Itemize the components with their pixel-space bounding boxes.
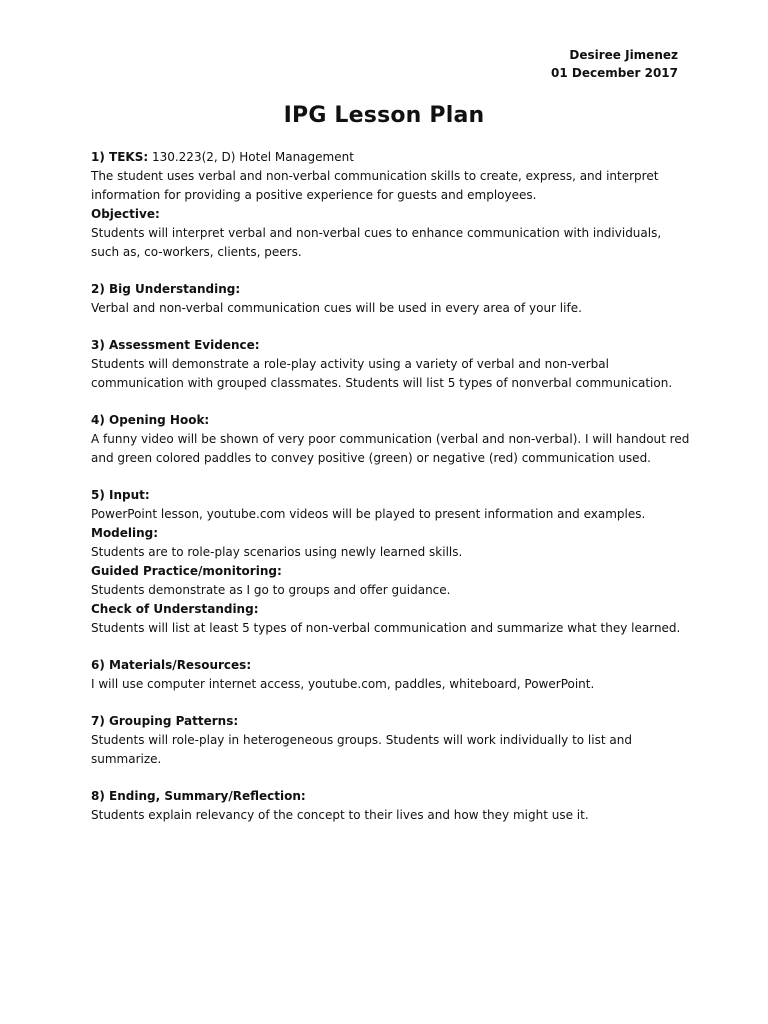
big-understanding-text: Verbal and non-verbal communication cues will be used in every area of your life. [91,301,582,315]
materials-text: I will use computer internet access, youtube.com, paddles, whiteboard, PowerPoint. [91,677,595,691]
opening-hook-heading: 4) Opening Hook: [91,413,210,427]
lesson-plan-content [91,148,691,843]
page-title: IPG Lesson Plan [283,103,485,128]
section-materials [91,656,691,694]
teks-code: 130.223(2, D) Hotel Management [148,150,354,164]
document-date: 01 December 2017 [551,66,678,80]
materials-heading: 6) Materials/Resources: [91,658,252,672]
section-input [91,486,691,638]
modeling-heading: Modeling: [91,526,159,540]
objective-heading: Objective: [91,207,160,221]
objective-text: Students will interpret verbal and non-verbal cues to enhance communication with individuals, such as, co-workers, clients, peers. [91,226,662,259]
teks-heading: 1) TEKS: [91,150,149,164]
guided-practice-text: Students demonstrate as I go to groups and offer guidance. [91,583,451,597]
teks-description: The student uses verbal and non-verbal communication skills to create, express, and interpret information for providing a positive experience for guests and employees. [91,169,659,202]
grouping-heading: 7) Grouping Patterns: [91,714,239,728]
check-understanding-heading: Check of Understanding: [91,602,259,616]
assessment-evidence-text: Students will demonstrate a role-play activity using a variety of verbal and non-verbal communication with grouped classmates. Students will list 5 types of nonverbal communication. [91,357,673,390]
teks-heading-line [91,148,691,167]
section-big-understanding [91,280,691,318]
section-opening-hook [91,411,691,468]
guided-practice-heading: Guided Practice/monitoring: [91,564,282,578]
ending-heading: 8) Ending, Summary/Reflection: [91,789,306,803]
check-understanding-text: Students will list at least 5 types of non-verbal communication and summarize what they learned. [91,621,681,635]
section-teks [91,148,691,262]
document-header [551,46,678,82]
author-name: Desiree Jimenez [569,48,678,62]
grouping-text: Students will role-play in heterogeneous groups. Students will work individually to list and summarize. [91,733,632,766]
section-grouping [91,712,691,769]
opening-hook-text: A funny video will be shown of very poor communication (verbal and non-verbal). I will handout red and green colored paddles to convey positive (green) or negative (red) communication used. [91,432,690,465]
big-understanding-heading: 2) Big Understanding: [91,282,241,296]
section-assessment-evidence [91,336,691,393]
ending-text: Students explain relevancy of the concept to their lives and how they might use it. [91,808,589,822]
modeling-text: Students are to role-play scenarios using newly learned skills. [91,545,463,559]
input-text: PowerPoint lesson, youtube.com videos will be played to present information and examples. [91,507,646,521]
input-heading: 5) Input: [91,488,150,502]
assessment-evidence-heading: 3) Assessment Evidence: [91,338,260,352]
section-ending [91,787,691,825]
